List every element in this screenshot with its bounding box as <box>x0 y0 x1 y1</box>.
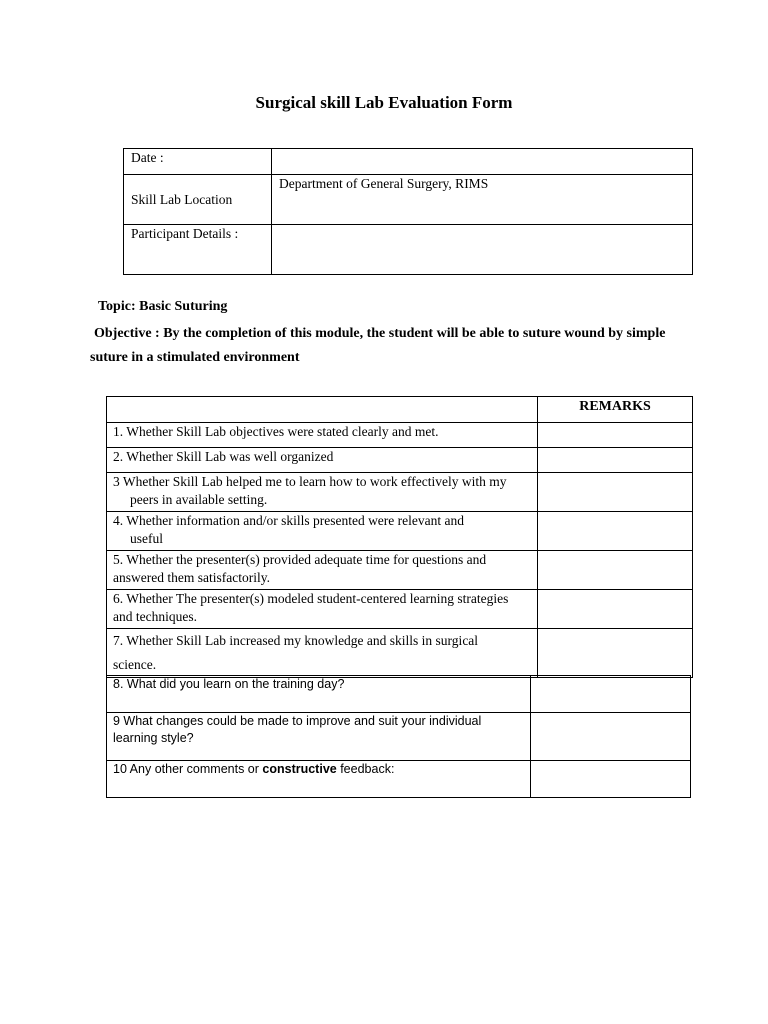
question-2-text: 2. Whether Skill Lab was well organized <box>113 449 334 464</box>
question-6-line-1: 6. Whether The presenter(s) modeled student-centered learning strategies <box>113 591 509 606</box>
question-text <box>107 423 538 448</box>
question-7-line-2: science. <box>113 657 157 672</box>
question-text <box>107 551 538 590</box>
evaluation-table <box>106 396 693 678</box>
remarks-cell-1[interactable] <box>538 423 693 448</box>
question-3-line-2: peers in available setting. <box>130 492 268 507</box>
location-field[interactable]: Department of General Surgery, RIMS <box>272 175 693 225</box>
remarks-cell-2[interactable] <box>538 448 693 473</box>
participant-row <box>124 225 693 275</box>
question-10-prefix: 10 Any other comments or <box>113 762 263 776</box>
objective-line-2: suture in a stimulated environment <box>90 350 300 365</box>
remarks-cell-7[interactable] <box>538 629 693 678</box>
location-row <box>124 175 693 225</box>
question-4-line-2: useful <box>130 531 163 546</box>
remarks-cell-9[interactable] <box>531 713 691 761</box>
form-title: Surgical skill Lab Evaluation Form <box>255 93 513 112</box>
participant-label: Participant Details : <box>124 225 272 275</box>
objective-line-1: Objective : By the completion of this module, the student will be able to suture wound by simple <box>94 326 666 341</box>
remarks-cell-8[interactable] <box>531 676 691 713</box>
question-row-2 <box>107 448 693 473</box>
question-row-1 <box>107 423 693 448</box>
remarks-cell-5[interactable] <box>538 551 693 590</box>
question-10-suffix: feedback: <box>336 762 395 776</box>
question-text <box>107 473 538 512</box>
question-row-3 <box>107 473 693 512</box>
question-row-8 <box>107 676 691 713</box>
remarks-cell-4[interactable] <box>538 512 693 551</box>
question-row-7 <box>107 629 693 678</box>
question-7-line-1: 7. Whether Skill Lab increased my knowledge and skills in surgical <box>113 633 479 648</box>
date-label: Date : <box>124 149 272 175</box>
question-5-line-2: answered them satisfactorily. <box>113 570 270 585</box>
question-text <box>107 512 538 551</box>
question-row-5 <box>107 551 693 590</box>
remarks-cell-3[interactable] <box>538 473 693 512</box>
question-10-bold: constructive <box>262 762 337 776</box>
question-row-10 <box>107 761 691 798</box>
question-row-9 <box>107 713 691 761</box>
objective-text <box>90 322 690 370</box>
question-4-line-1: 4. Whether information and/or skills presented were relevant and <box>113 513 465 528</box>
header-blank-cell <box>107 397 538 423</box>
remarks-cell-10[interactable] <box>531 761 691 798</box>
question-text <box>107 713 531 761</box>
question-3-line-1: 3 Whether Skill Lab helped me to learn how to work effectively with my <box>113 474 507 489</box>
date-row <box>124 149 693 175</box>
question-1-text: 1. Whether Skill Lab objectives were stated clearly and met. <box>113 424 439 439</box>
question-row-4 <box>107 512 693 551</box>
question-text <box>107 590 538 629</box>
question-row-6 <box>107 590 693 629</box>
question-text <box>107 761 531 798</box>
remarks-header: REMARKS <box>538 397 693 423</box>
question-9-line-2: learning style? <box>113 731 194 745</box>
question-6-line-2: and techniques. <box>113 609 197 624</box>
topic-text: Topic: Basic Suturing <box>98 299 228 314</box>
question-text <box>107 629 538 678</box>
location-label: Skill Lab Location <box>124 175 272 225</box>
evaluation-header-row <box>107 397 693 423</box>
date-field[interactable] <box>272 149 693 175</box>
question-9-line-1: 9 What changes could be made to improve and suit your individual <box>113 714 482 728</box>
info-table <box>123 148 693 275</box>
question-5-line-1: 5. Whether the presenter(s) provided adequate time for questions and <box>113 552 487 567</box>
remarks-cell-6[interactable] <box>538 590 693 629</box>
question-text <box>107 448 538 473</box>
question-8-text: 8. What did you learn on the training day? <box>107 676 531 713</box>
open-questions-table <box>106 675 691 798</box>
participant-field[interactable] <box>272 225 693 275</box>
